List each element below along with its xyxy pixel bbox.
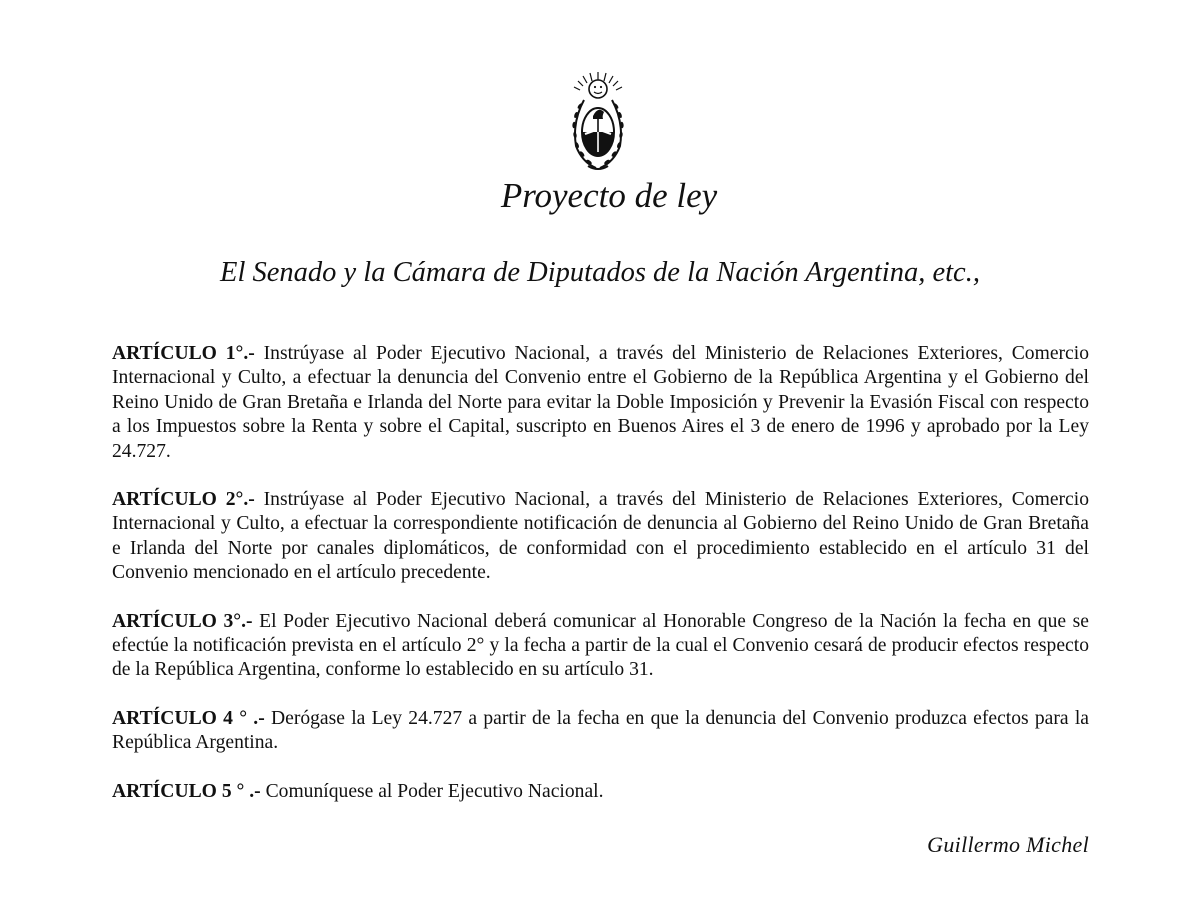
article-label: ARTÍCULO 1°.- [112,343,255,364]
article-1 [112,342,1089,464]
document-title: Proyecto de ley [500,176,718,215]
article-3 [112,610,1089,683]
article-label: ARTÍCULO 2°.- [112,489,255,511]
article-label: ARTÍCULO 5 ° .- [112,780,261,802]
enacting-formula: El Senado y la Cámara de Diputados de la Nación Argentina, etc., [220,257,980,288]
article-text: Instrúyase al Poder Ejecutivo Nacional, a través del Ministerio de Relaciones Exteriores, Comercio Internacional y Culto, a efectuar la denuncia del Convenio entre el Gobierno de la República Argentina y el Gobierno del Reino Unido de Gran Bretaña e Irlanda del Norte para evitar la Doble Imposición y Prevenir la Evasión Fiscal con respecto a los Impuestos sobre la Renta y sobre el Capital, suscripto en Buenos Aires el 3 de enero de 1996 y aprobado por la Ley 24.727. [112,343,1089,462]
article-2 [112,488,1089,586]
article-text: Instrúyase al Poder Ejecutivo Nacional, a través del Ministerio de Relaciones Exteriores, Comercio Internacional y Culto, a efectuar la correspondiente notificación de denuncia al Gobierno del Reino Unido de Gran Bretaña e Irlanda del Norte por canales diplomáticos, de conformidad con el procedimiento establecido en el artículo 31 del Convenio mencionado en el artículo precedente. [112,489,1089,584]
article-4 [112,707,1089,756]
article-label: ARTÍCULO 3°.- [112,610,253,632]
article-text: Derógase la Ley 24.727 a partir de la fecha en que la denuncia del Convenio produzca efectos para la República Argentina. [112,707,1089,754]
article-5 [112,780,1089,804]
article-label: ARTÍCULO 4 ° .- [112,707,265,729]
articles-body [112,342,1089,828]
signature-name: Guillermo Michel [927,832,1089,857]
argentine-coat-of-arms-icon [566,70,630,174]
article-text: Comuníquese al Poder Ejecutivo Nacional. [265,780,604,802]
article-text: El Poder Ejecutivo Nacional deberá comunicar al Honorable Congreso de la Nación la fecha en que se efectúe la notificación prevista en el artículo 2° y la fecha a partir de la cual el Convenio cesará de producir efectos respecto de la República Argentina, conforme lo establecido en su artículo 31. [112,610,1089,681]
